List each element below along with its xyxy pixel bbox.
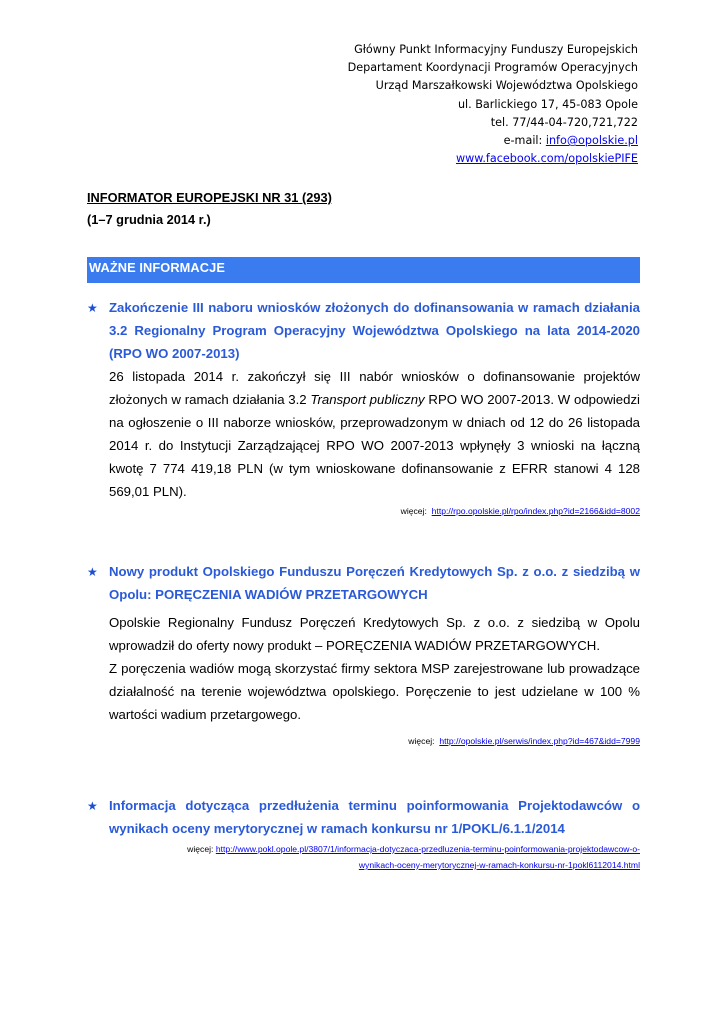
email-label: e-mail: (503, 134, 546, 148)
read-more-label: więcej: (187, 844, 214, 854)
header-phone: tel. 77/44-04-720,721,722 (490, 115, 638, 129)
read-more (187, 841, 640, 873)
news-item-title: Nowy produkt Opolskiego Funduszu Poręczeń Kredytowych Sp. z o.o. z siedzibą w Opolu: PORĘCZENIA WADIÓW PRZETARGOWYCH (109, 564, 640, 602)
news-item (87, 794, 640, 884)
read-more (408, 733, 640, 749)
header-organization: Główny Punkt Informacyjny Funduszy Europejskich (354, 43, 638, 56)
header-facebook-line (348, 150, 638, 168)
body-paragraph: Opolskie Regionalny Fundusz Poręczeń Kredytowych Sp. z o.o. z siedzibą w Opolu wprowadził do oferty nowy produkt – PORĘCZENIA WADIÓW PRZETARGOWYCH. (109, 615, 640, 653)
body-paragraph: Z poręczenia wadiów mogą skorzystać firmy sektora MSP zarejestrowane lub prowadzące działalność na terenie województwa opolskiego. Poręczenie to jest udzielane w 100 % wartości wadium przetargowego. (109, 661, 640, 722)
star-icon: ★ (87, 799, 98, 813)
read-more-link-continuation[interactable]: wynikach-oceny-merytorycznej-w-ramach-konkursu-nr-1pokl6112014.html (358, 860, 640, 870)
read-more-label: więcej: (408, 736, 435, 746)
news-item (87, 560, 640, 755)
header-address: ul. Barlickiego 17, 45-083 Opole (457, 97, 638, 111)
star-icon: ★ (87, 301, 98, 315)
body-italic-text: Transport publiczny (310, 392, 425, 407)
read-more-label: więcej: (400, 506, 427, 516)
news-item-body (109, 365, 640, 503)
read-more-link[interactable]: http://www.pokl.opole.pl/3807/1/informacja-dotyczaca-przedluzenia-terminu-poinformowania-projektodawcow-o- (215, 844, 640, 854)
newsletter-date-range: (1–7 grudnia 2014 r.) (87, 212, 211, 227)
news-item-title: Zakończenie III naboru wniosków złożonych do dofinansowania w ramach działania 3.2 Regionalny Program Operacyjny Województwa Opolskiego na lata 2014-2020 (RPO WO 2007-2013) (109, 300, 640, 361)
news-item-body (109, 611, 640, 726)
read-more-link[interactable]: http://opolskie.pl/serwis/index.php?id=467&idd=7999 (439, 736, 640, 746)
header-email-line (348, 132, 638, 150)
email-link[interactable]: info@opolskie.pl (545, 134, 638, 148)
read-more (401, 503, 640, 519)
header-office: Urząd Marszałkowski Województwa Opolskiego (375, 79, 638, 93)
body-text: 26 listopada 2014 r. zakończył się III nabór wniosków o dofinansowanie projektów złożonych w ramach działania 3.2 (109, 369, 640, 407)
header-department: Departament Koordynacji Programów Operacyjnych (347, 61, 638, 75)
contact-header (348, 41, 638, 168)
section-banner (87, 257, 640, 283)
news-item-title: Informacja dotycząca przedłużenia terminu poinformowania Projektodawców o wynikach oceny merytorycznej w ramach konkursu nr 1/POKL/6.1.1/2014 (109, 798, 640, 836)
facebook-link[interactable]: www.facebook.com/opolskiePIFE (455, 152, 638, 166)
section-banner-label: WAŻNE INFORMACJE (89, 260, 225, 275)
body-text: RPO WO 2007-2013. W odpowiedzi na ogłoszenie o III naborze wniosków, przeprowadzonym w dniach od 12 do 26 listopada 2014 r. do Instytucji Zarządzającej RPO WO 2007-2013 wpłynęły 3 wnioski na łączną kwotę 7 774 419,18 PLN (w tym wnioskowane dofinansowanie z EFRR stanowi 4 128 569,01 PLN). (109, 392, 640, 499)
read-more-link[interactable]: http://rpo.opolskie.pl/rpo/index.php?id=2166&idd=8002 (431, 506, 640, 516)
newsletter-title: INFORMATOR EUROPEJSKI NR 31 (293) (87, 190, 332, 205)
news-item (87, 296, 640, 526)
star-icon: ★ (87, 565, 98, 579)
